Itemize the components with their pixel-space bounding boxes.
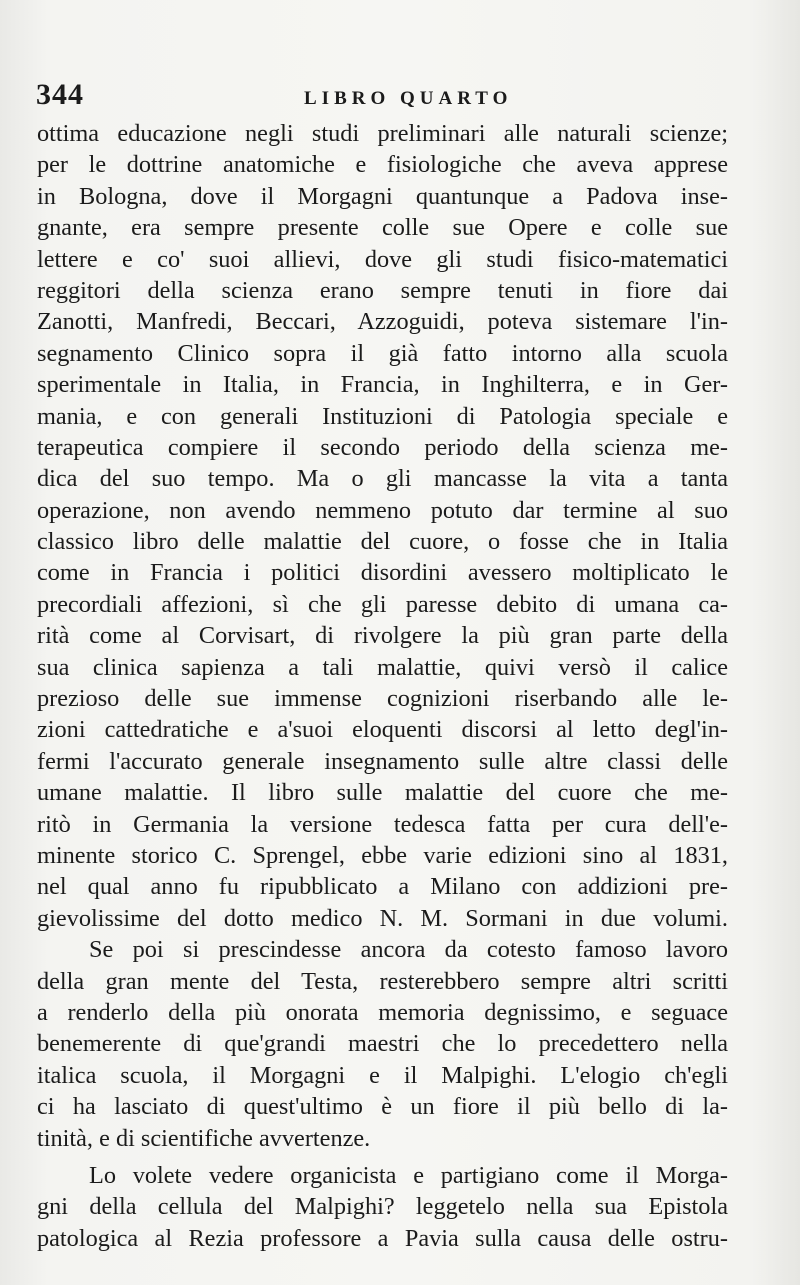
text-line: patologica al Rezia professore a Pavia sulla causa delle ostru- <box>37 1224 728 1252</box>
text-line: terapeutica compiere il secondo periodo della scienza me- <box>37 433 728 461</box>
page-header <box>36 78 760 114</box>
text-line: gnante, era sempre presente colle sue Opere e colle sue <box>37 214 728 242</box>
text-line: precordiali affezioni, sì che gli paresse debito di umana ca- <box>37 590 728 618</box>
text-line: dica del suo tempo. Ma o gli mancasse la vita a tanta <box>37 465 728 493</box>
text-line: umane malattie. Il libro sulle malattie del cuore che me- <box>37 779 728 807</box>
text-line: per le dottrine anatomiche e fisiologiche che aveva apprese <box>37 151 728 179</box>
text-line: Lo volete vedere organicista e partigiano come il Morga- <box>89 1161 728 1189</box>
text-line: reggitori della scienza erano sempre tenuti in fiore dai <box>37 276 728 304</box>
text-line: gni della cellula del Malpighi? leggetelo nella sua Epistola <box>37 1193 728 1221</box>
text-line: tinità, e di scientifiche avvertenze. <box>37 1124 371 1152</box>
text-line: come in Francia i politici disordini avessero moltiplicato le <box>37 559 728 587</box>
body-text <box>37 118 728 1254</box>
text-line: prezioso delle sue immense cognizioni riserbando alle le- <box>37 685 728 713</box>
text-line: rità come al Corvisart, di rivolgere la più gran parte della <box>37 622 728 650</box>
text-line: benemerente di que'grandi maestri che lo precedettero nella <box>37 1030 728 1058</box>
text-line: minente storico C. Sprengel, ebbe varie edizioni sino al 1831, <box>37 841 728 869</box>
text-line: sperimentale in Italia, in Francia, in Inghilterra, e in Ger- <box>37 371 728 399</box>
text-line: classico libro delle malattie del cuore, o fosse che in Italia <box>37 528 728 556</box>
text-line: nel qual anno fu ripubblicato a Milano con addizioni pre- <box>37 873 728 901</box>
text-line: ottima educazione negli studi preliminari alle naturali scienze; <box>37 120 728 147</box>
text-line: gievolissime del dotto medico N. M. Sormani in due volumi. <box>37 904 728 932</box>
text-line: Se poi si prescindesse ancora da cotesto famoso lavoro <box>89 936 728 964</box>
paragraph <box>37 118 728 934</box>
text-line: operazione, non avendo nemmeno potuto dar termine al suo <box>37 496 728 524</box>
text-line: segnamento Clinico sopra il già fatto intorno alla scuola <box>37 339 728 367</box>
paragraph <box>37 1160 728 1254</box>
text-line: Zanotti, Manfredi, Beccari, Azzoguidi, poteva sistemare l'in- <box>37 308 728 336</box>
paragraph <box>37 934 728 1154</box>
text-line: ci ha lasciato di quest'ultimo è un fiore il più bello di la- <box>37 1093 728 1121</box>
text-line: sua clinica sapienza a tali malattie, quivi versò il calice <box>37 653 728 681</box>
running-head: LIBRO QUARTO <box>304 88 513 109</box>
text-line: della gran mente del Testa, resterebbero sempre altri scritti <box>37 967 728 995</box>
text-line: mania, e con generali Instituzioni di Patologia speciale e <box>37 402 728 430</box>
text-line: zioni cattedratiche e a'suoi eloquenti discorsi al letto degl'in- <box>37 716 728 744</box>
text-line: in Bologna, dove il Morgagni quantunque a Padova inse- <box>37 182 728 210</box>
page-number: 344 <box>36 78 84 111</box>
text-line: ritò in Germania la versione tedesca fatta per cura dell'e- <box>37 810 728 838</box>
text-line: lettere e co' suoi allievi, dove gli studi fisico-matematici <box>37 245 728 273</box>
text-line: italica scuola, il Morgagni e il Malpighi. L'elogio ch'egli <box>37 1061 728 1089</box>
text-line: fermi l'accurato generale insegnamento sulle altre classi delle <box>37 747 728 775</box>
text-line: a renderlo della più onorata memoria degnissimo, e seguace <box>37 998 728 1026</box>
